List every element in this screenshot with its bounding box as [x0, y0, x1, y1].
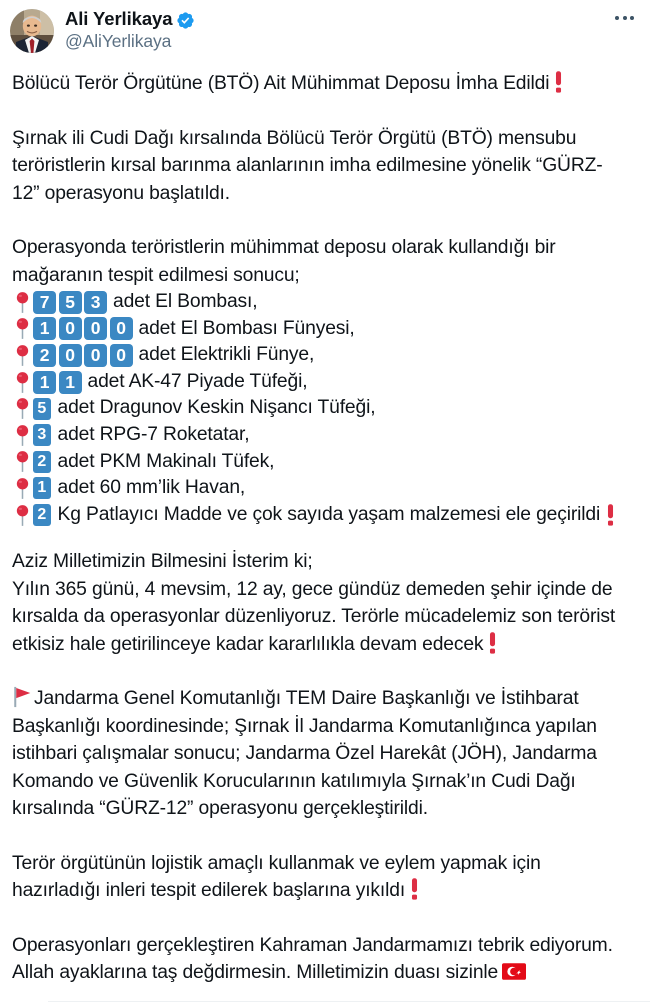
spacer	[12, 823, 636, 850]
list-item-label: adet Elektrikli Fünye,	[138, 344, 315, 366]
keycap-digit: 3	[84, 291, 107, 314]
p4-line-5: kırsalında “GÜRZ-12” operasyonu gerçekleştirildi.	[12, 798, 428, 820]
list-item-label: adet AK-47 Piyade Tüfeği,	[87, 370, 308, 392]
digit-group	[33, 398, 51, 420]
keycap-digit: 2	[33, 504, 51, 526]
pushpin-icon	[12, 344, 33, 367]
digit-group	[33, 504, 51, 526]
spacer	[12, 528, 636, 548]
display-name: Ali Yerlikaya	[65, 8, 173, 29]
list-item-label: adet El Bombası,	[113, 291, 258, 312]
keycap-digit: 2	[33, 451, 51, 473]
dot-3	[630, 16, 634, 20]
paragraph-5	[12, 850, 636, 905]
post-body	[0, 70, 650, 987]
pushpin-icon	[12, 424, 33, 447]
digit-group	[33, 477, 51, 499]
digit-group	[33, 344, 133, 367]
account-handle[interactable]: @AliYerlikaya	[65, 30, 172, 51]
p4-line-2: Başkanlığı koordinesinde; Şırnak İl Jandarma Komutanlığınca yapılan	[12, 715, 597, 737]
post-title: Bölücü Terör Örgütüne (BTÖ) Ait Mühimmat Deposu İmha Edildi	[12, 73, 550, 94]
digit-group	[33, 371, 82, 394]
list-item	[12, 369, 636, 396]
display-name-row	[65, 9, 195, 30]
account-names	[65, 8, 195, 51]
turkey-flag-icon	[502, 963, 526, 980]
pushpin-icon	[12, 291, 33, 314]
post-header	[0, 0, 650, 52]
p3-line-1: Aziz Milletimizin Bilmesini İsterim ki;	[12, 551, 313, 573]
p6-line-2: Allah ayaklarına taş değdirmesin. Milletimizin duası sizinle	[12, 962, 499, 984]
pushpin-icon	[12, 477, 33, 500]
list-item-label: adet Dragunov Keskin Nişancı Tüfeği,	[57, 397, 376, 419]
verified-badge-icon	[176, 11, 195, 30]
dot-1	[615, 16, 619, 20]
keycap-digit: 5	[33, 398, 51, 420]
list-item	[12, 475, 636, 502]
p6-line-1: Operasyonları gerçekleştiren Kahraman Jandarmamızı tebrik ediyorum.	[12, 934, 613, 956]
list-item	[12, 316, 636, 343]
list-item-label: adet PKM Makinalı Tüfek,	[57, 450, 275, 472]
spacer	[12, 98, 636, 125]
paragraph-3	[12, 548, 636, 658]
keycap-digit: 0	[59, 317, 82, 340]
p5-line-1: Terör örgütünün lojistik amaçlı kullanmak ve eylem yapmak için	[12, 852, 541, 874]
paragraph-2	[12, 234, 636, 289]
keycap-digit: 3	[33, 424, 51, 446]
avatar-photo	[10, 9, 54, 53]
list-item-label: Kg Patlayıcı Madde ve çok sayıda yaşam malzemesi ele geçirildi	[57, 503, 601, 525]
paragraph-6	[12, 932, 636, 987]
p1-line-1: Şırnak ili Cudi Dağı kırsalında Bölücü Terör Örgütü (BTÖ) mensubu	[12, 127, 577, 149]
keycap-digit: 1	[59, 371, 82, 394]
spacer	[12, 658, 636, 685]
list-item	[12, 449, 636, 476]
pushpin-icon	[12, 317, 33, 340]
digit-group	[33, 317, 133, 340]
keycap-digit: 0	[110, 317, 133, 340]
p4-line-1: Jandarma Genel Komutanlığı TEM Daire Başkanlığı ve İstihbarat	[34, 688, 579, 710]
pushpin-icon	[12, 397, 33, 420]
list-item	[12, 502, 636, 529]
seizure-list	[12, 289, 636, 528]
triangular-flag-icon	[12, 686, 33, 708]
keycap-digit: 1	[33, 477, 51, 499]
paragraph-4	[12, 685, 636, 823]
dot-2	[623, 16, 627, 20]
exclamation-mark-icon	[488, 632, 497, 654]
exclamation-mark-icon	[554, 71, 563, 93]
list-item	[12, 289, 636, 316]
keycap-digit: 0	[110, 344, 133, 367]
list-item	[12, 395, 636, 422]
list-item-label: adet El Bombası Fünyesi,	[138, 317, 355, 339]
p3-line-3: kırsalda da operasyonlar düzenliyoruz. Terörle mücadelemiz son terörist	[12, 606, 616, 628]
list-item-label: adet 60 mm’lik Havan,	[57, 477, 246, 499]
paragraph-1	[12, 125, 636, 208]
p4-line-3: istihbari çalışmalar sonucu; Jandarma Özel Harekât (JÖH), Jandarma	[12, 743, 597, 765]
p1-line-3: 12” operasyonu başlatıldı.	[12, 182, 230, 204]
keycap-digit: 0	[84, 344, 107, 367]
keycap-digit: 2	[33, 344, 56, 367]
digit-group	[33, 291, 107, 314]
pushpin-icon	[12, 450, 33, 473]
pushpin-icon	[12, 371, 33, 394]
exclamation-mark-icon	[606, 504, 615, 526]
pushpin-icon	[12, 504, 33, 527]
list-item	[12, 422, 636, 449]
p2-line-1: Operasyonda teröristlerin mühimmat deposu olarak kullandığı bir	[12, 237, 556, 258]
exclamation-mark-icon	[410, 878, 419, 900]
keycap-digit: 5	[59, 291, 82, 314]
spacer	[12, 905, 636, 932]
p1-line-2: teröristlerin kırsal barınma alanlarının imha edilmesine yönelik “GÜRZ-	[12, 155, 603, 176]
list-item-label: adet RPG-7 Roketatar,	[57, 423, 250, 445]
post-title-line	[12, 70, 636, 98]
p5-line-2: hazırladığı inleri tespit edilerek başlarına yıkıldı	[12, 880, 406, 902]
list-item	[12, 342, 636, 369]
p2-line-2: mağaranın tespit edilmesi sonucu;	[12, 264, 300, 286]
avatar[interactable]	[10, 9, 54, 53]
p3-line-2: Yılın 365 günü, 4 mevsim, 12 ay, gece gündüz demeden şehir içinde de	[12, 578, 613, 600]
more-options-icon[interactable]	[615, 8, 638, 20]
digit-group	[33, 451, 51, 473]
keycap-digit: 1	[33, 371, 56, 394]
p3-line-4: etkisiz hale getirilinceye kadar kararlılıkla devam edecek	[12, 633, 484, 655]
keycap-digit: 0	[84, 317, 107, 340]
spacer	[12, 207, 636, 234]
keycap-digit: 1	[33, 317, 56, 340]
p4-line-4: Komando ve Güvenlik Korucularının katılımıyla Şırnak’ın Cudi Dağı	[12, 770, 576, 792]
keycap-digit: 0	[59, 344, 82, 367]
digit-group	[33, 424, 51, 446]
keycap-digit: 7	[33, 291, 56, 314]
